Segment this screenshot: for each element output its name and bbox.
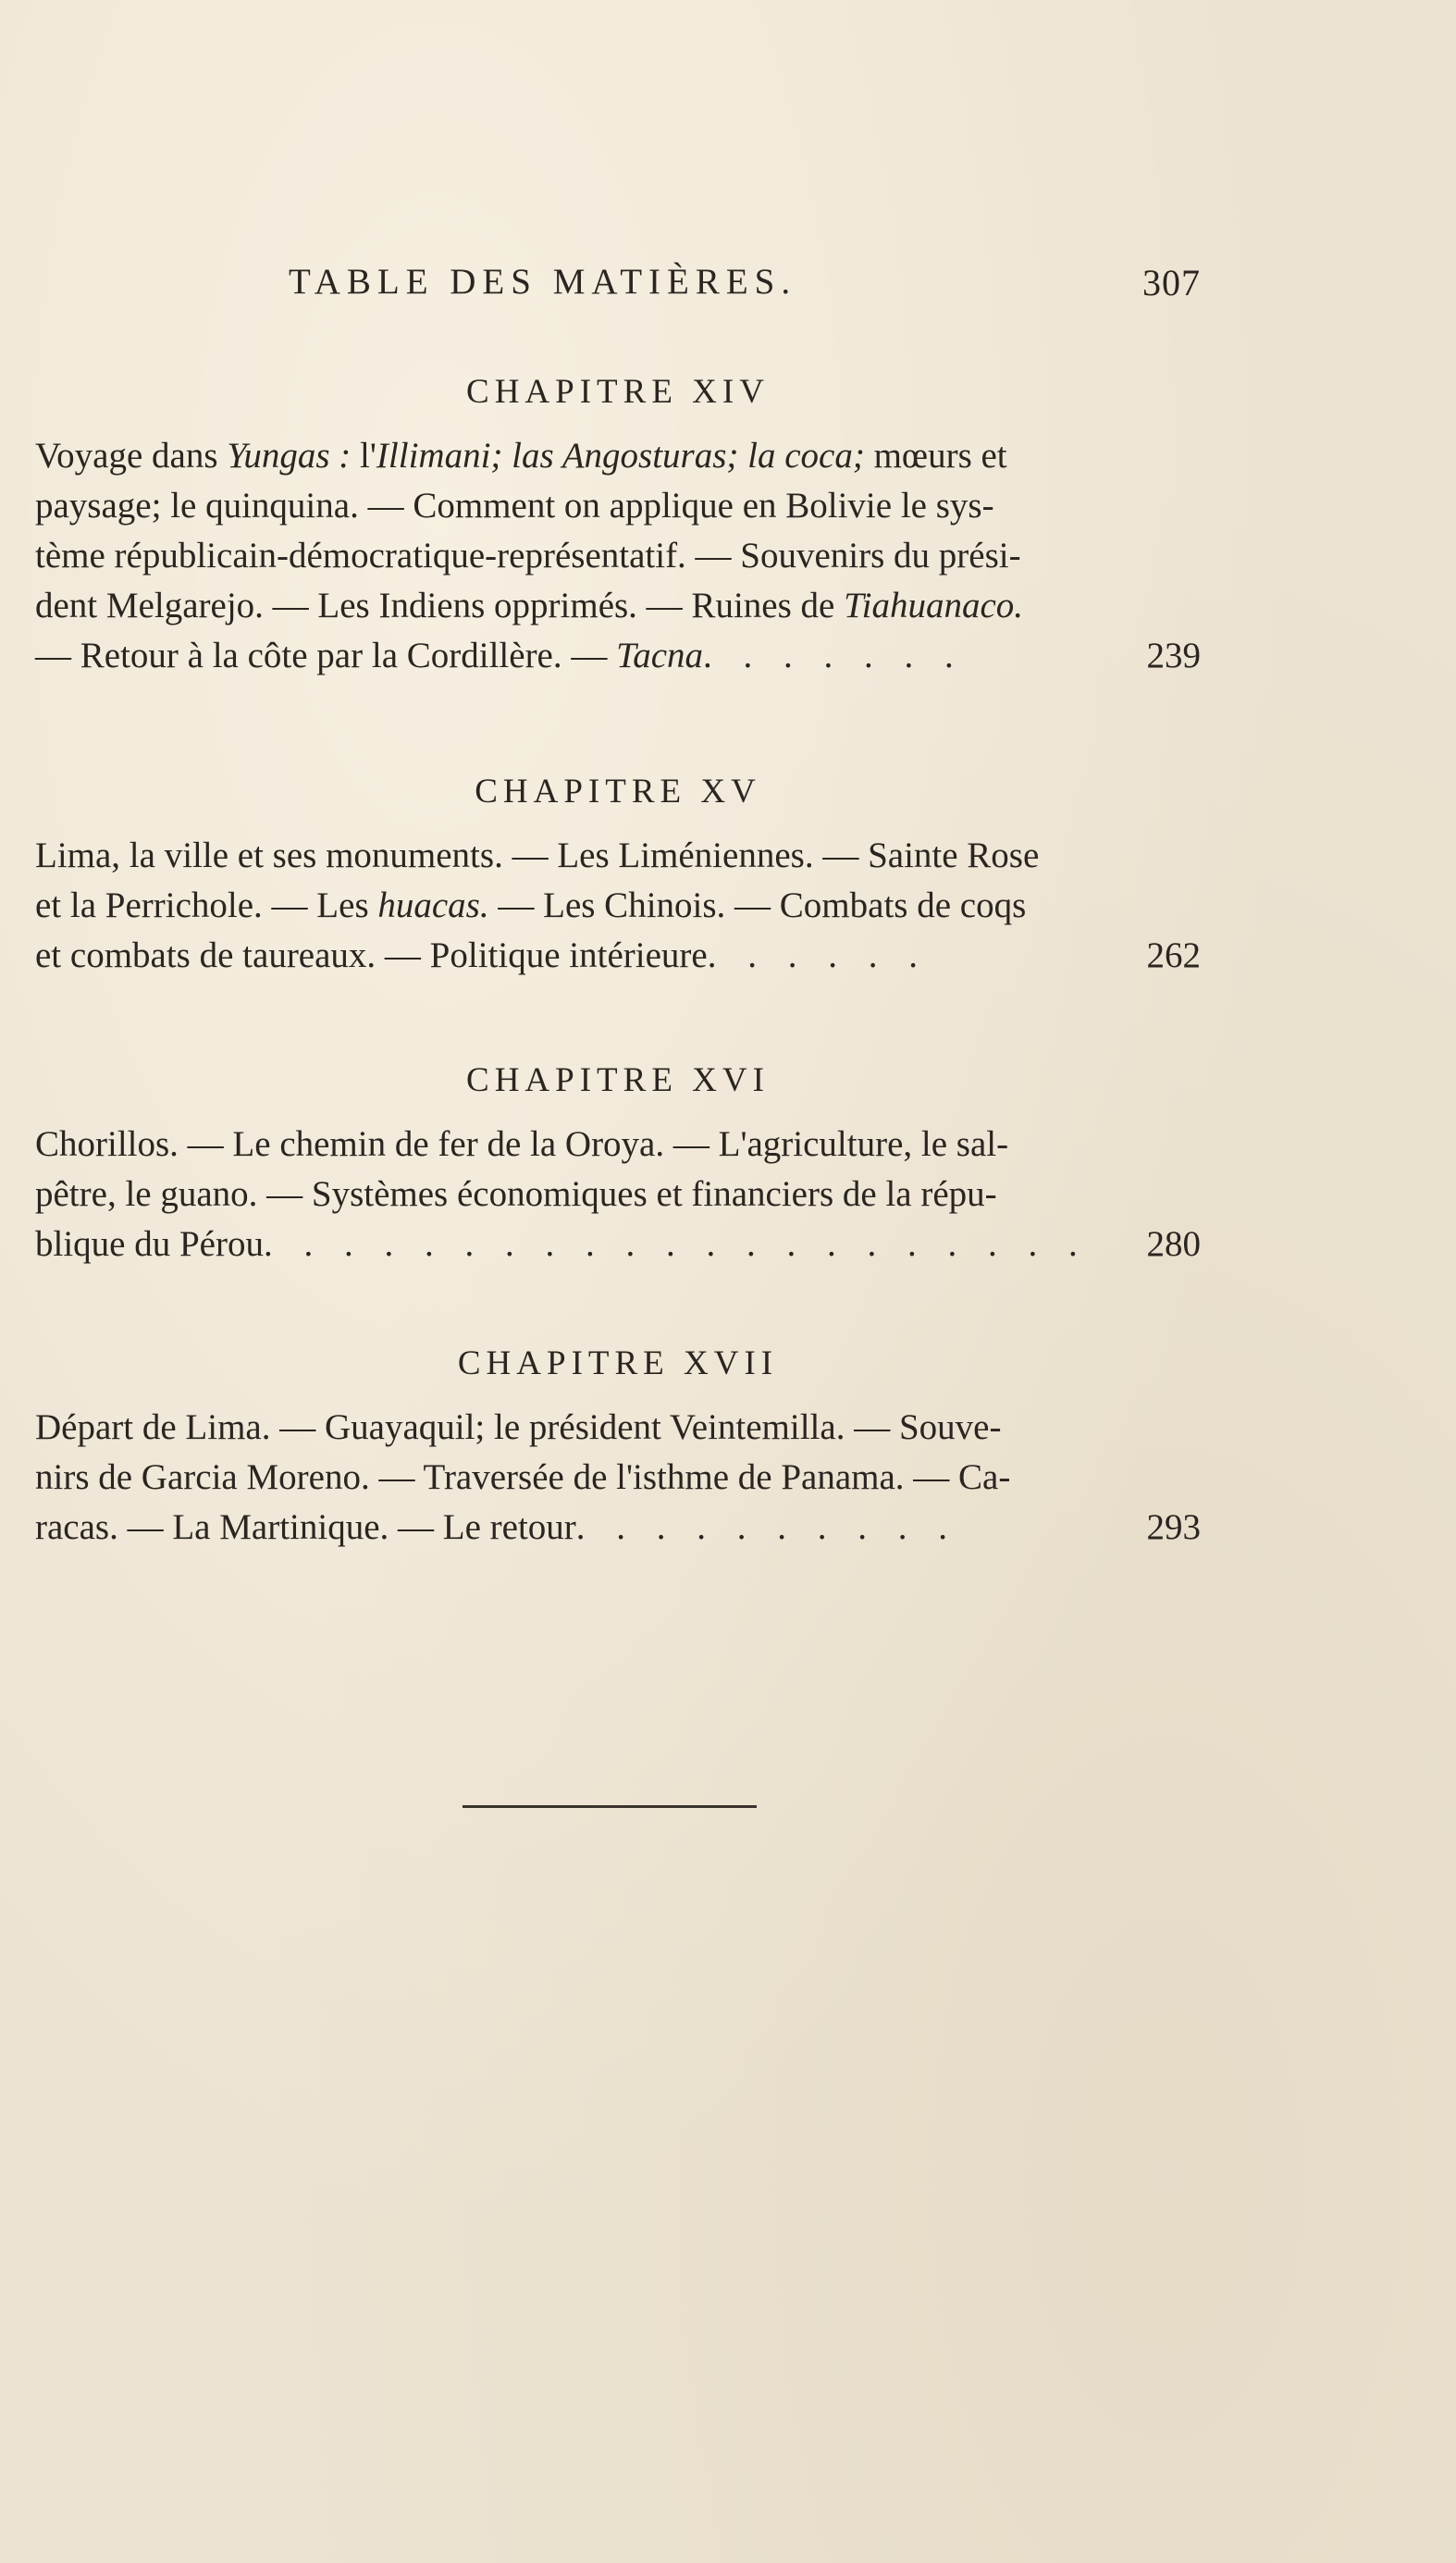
chapter-heading: CHAPITRE XVII — [457, 1344, 779, 1382]
summary-line: pêtre, le guano. — Systèmes économiques et financiers de la répu- — [35, 1174, 997, 1214]
chapter-xiv — [35, 365, 1201, 681]
summary-line: Voyage dans Yungas : l'Illimani; las Angosturas; la coca; mœurs et — [35, 436, 1007, 476]
summary-line-last: racas. — La Martinique. — Le retour. . . . . . . . . . 293 — [35, 1503, 1201, 1553]
chapter-summary — [35, 431, 1201, 681]
running-title: TABLE DES MATIÈRES. — [289, 262, 797, 302]
chapter-summary — [35, 831, 1201, 981]
summary-line-last: et combats de taureaux. — Politique intérieure. . . . . . 262 — [35, 931, 1201, 981]
leader-dots: . . . . . . . — [703, 636, 965, 675]
chapter-heading: CHAPITRE XIV — [466, 373, 770, 411]
summary-line: et la Perrichole. — Les huacas. — Les Chinois. — Combats de coqs — [35, 885, 1027, 925]
chapter-page-ref: 280 — [1146, 1224, 1201, 1264]
chapter-page-ref: 293 — [1146, 1507, 1201, 1547]
summary-line: nirs de Garcia Moreno. — Traversée de l'isthme de Panama. — Ca- — [35, 1457, 1011, 1497]
summary-line: tème républicain-démocratique-représentatif. — Souvenirs du prési- — [35, 536, 1021, 576]
chapter-xvi — [35, 1053, 1201, 1269]
leader-dots: . . . . . . . . . . . . . . . . . . . . . — [263, 1224, 1089, 1264]
summary-line-last: blique du Pérou. . . . . . . . . . . . . . . . . . . . . 280 — [35, 1220, 1201, 1269]
summary-line: Chorillos. — Le chemin de fer de la Oroya. — L'agriculture, le sal- — [35, 1124, 1009, 1164]
running-head — [289, 261, 1201, 307]
summary-line: Départ de Lima. — Guayaquil; le président Veintemilla. — Souve- — [35, 1407, 1002, 1447]
chapter-heading: CHAPITRE XVI — [466, 1061, 770, 1099]
end-rule — [463, 1805, 757, 1808]
chapter-summary — [35, 1120, 1201, 1269]
chapter-summary — [35, 1403, 1201, 1553]
chapter-page-ref: 239 — [1146, 636, 1201, 675]
chapter-xvii — [35, 1336, 1201, 1553]
leader-dots: . . . . . . . . . . — [575, 1507, 959, 1547]
chapter-page-ref: 262 — [1146, 935, 1201, 975]
summary-line: dent Melgarejo. — Les Indiens opprimés. — Ruines de Tiahuanaco. — [35, 586, 1024, 625]
leader-dots: . . . . . . — [707, 935, 929, 975]
chapter-heading: CHAPITRE XV — [475, 773, 761, 811]
page-number: 307 — [1142, 262, 1201, 303]
summary-line: Lima, la ville et ses monuments. — Les Liméniennes. — Sainte Rose — [35, 836, 1040, 875]
summary-line-last: — Retour à la côte par la Cordillère. — Tacna. . . . . . . 239 — [35, 631, 1201, 681]
summary-line: paysage; le quinquina. — Comment on applique en Bolivie le sys- — [35, 486, 994, 526]
chapter-xv — [35, 764, 1201, 981]
